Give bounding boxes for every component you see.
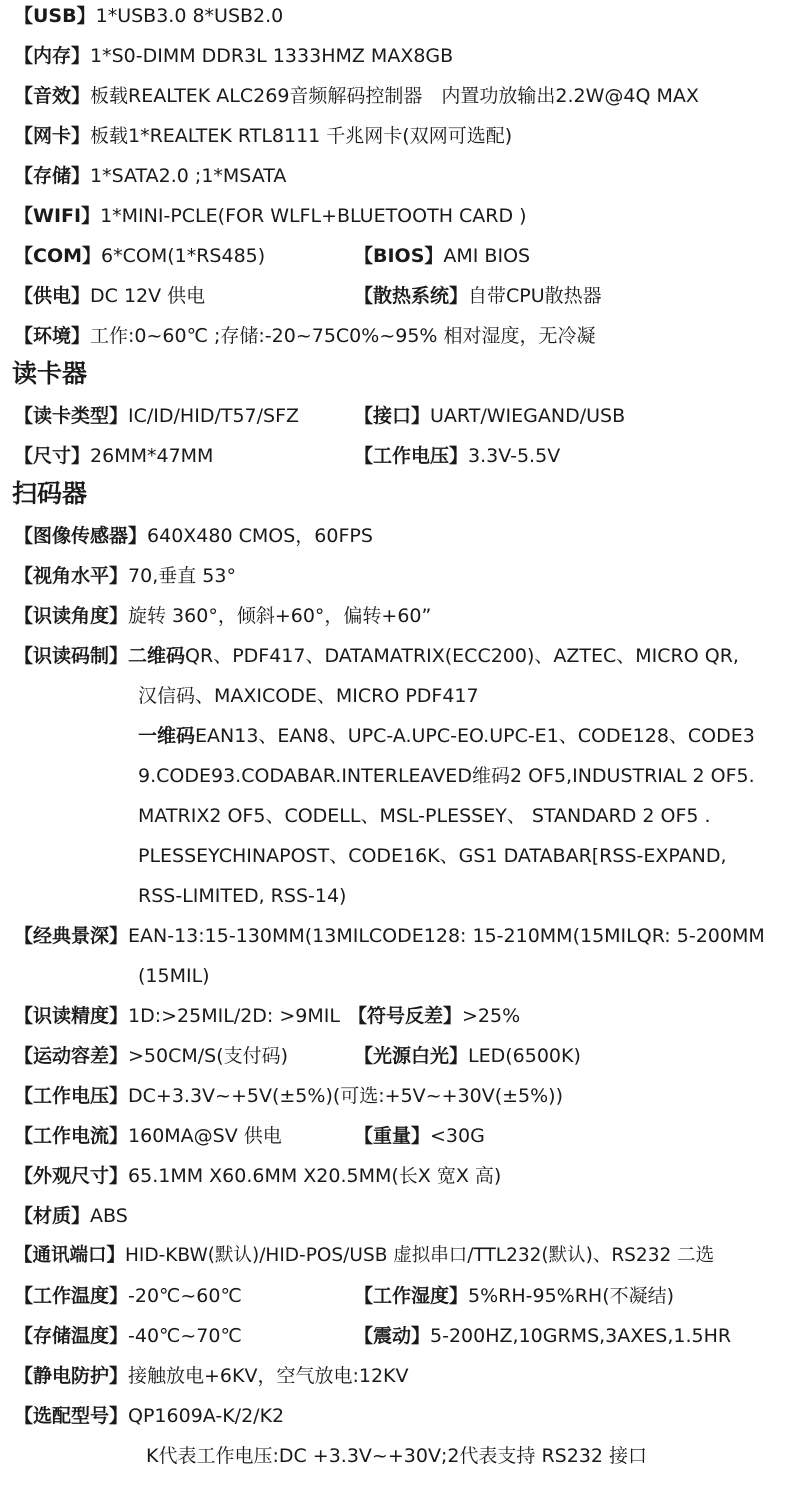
spec-sensor: 【图像传感器】640X480 CMOS，60FPS: [14, 525, 373, 547]
spec-symbologies-line: PLESSEYCHINAPOST、CODE16K、GS1 DATABAR[RSS-EXPAND,: [138, 845, 727, 867]
spec-audio: 【音效】板载REALTEK ALC269音频解码控制器 内置功放输出2.2W@4Q MAX: [14, 85, 699, 107]
spec-com: 【COM】6*COM(1*RS485): [14, 245, 266, 267]
spec-environment: 【环境】工作:0~60℃ ;存储:-20~75C0%~95% 相对湿度，无冷凝: [14, 325, 596, 347]
spec-power: 【供电】DC 12V 供电: [14, 285, 206, 307]
spec-vibration: 【震动】5-200HZ,10GRMS,3AXES,1.5HR: [354, 1325, 732, 1347]
spec-material: 【材质】ABS: [14, 1205, 128, 1227]
spec-angle: 【识读角度】旋转 360°，倾斜+60°，偏转+60”: [14, 605, 432, 627]
spec-symbologies-line: 一维码EAN13、EAN8、UPC-A.UPC-EO.UPC-E1、CODE128、CODE3: [138, 725, 755, 747]
section-heading-reader: 读卡器: [12, 359, 88, 388]
spec-wifi: 【WIFI】1*MINI-PCLE(FOR WLFL+BLUETOOTH CARD ): [14, 205, 527, 227]
spec-symbologies-line: 汉信码、MAXICODE、MICRO PDF417: [138, 685, 479, 707]
spec-depth-of-field: 【经典景深】EAN-13:15-130MM(13MILCODE128: 15-210MM(15MILQR: 5-200MM: [14, 925, 765, 947]
spec-nic: 【网卡】板载1*REALTEK RTL8111 千兆网卡(双网可选配): [14, 125, 513, 147]
spec-current: 【工作电流】160MA@SV 供电: [14, 1125, 282, 1147]
spec-symbologies: 【识读码制】二维码QR、PDF417、DATAMATRIX(ECC200)、AZTEC、MICRO QR,: [14, 645, 739, 667]
spec-precision: 【识读精度】1D:>25MIL/2D: >9MIL: [14, 1005, 340, 1027]
spec-reader-size: 【尺寸】26MM*47MM: [14, 445, 214, 467]
spec-motion: 【运动容差】>50CM/S(支付码): [14, 1045, 289, 1067]
spec-contrast: 【符号反差】>25%: [348, 1005, 521, 1027]
spec-dimensions: 【外观尺寸】65.1MM X60.6MM X20.5MM(长X 宽X 高): [14, 1165, 502, 1187]
spec-port: 【通讯端口】HID-KBW(默认)/HID-POS/USB 虚拟串口/TTL232(默认)、RS232 二选: [14, 1245, 715, 1266]
spec-symbologies-line: 9.CODE93.CODABAR.INTERLEAVED维码2 OF5,INDUSTRIAL 2 OF5.: [138, 765, 755, 787]
spec-symbologies-line: RSS-LIMITED, RSS-14): [138, 885, 347, 907]
spec-model-note: K代表工作电压:DC +3.3V~+30V;2代表支持 RS232 接口: [146, 1445, 648, 1467]
section-heading-scanner: 扫码器: [12, 479, 88, 508]
spec-scanner-voltage: 【工作电压】DC+3.3V~+5V(±5%)(可选:+5V~+30V(±5%)): [14, 1085, 563, 1107]
spec-storage-temperature: 【存储温度】-40℃~70℃: [14, 1325, 242, 1347]
spec-esd: 【静电防护】接触放电+6KV，空气放电:12KV: [14, 1365, 409, 1387]
spec-model: 【选配型号】QP1609A-K/2/K2: [14, 1405, 285, 1427]
spec-depth-of-field-line: (15MIL): [138, 965, 210, 987]
spec-light: 【光源白光】LED(6500K): [354, 1045, 581, 1067]
spec-storage: 【存储】1*SATA2.0 ;1*MSATA: [14, 165, 287, 187]
spec-bios: 【BIOS】AMI BIOS: [354, 245, 531, 267]
spec-reader-interface: 【接口】UART/WIEGAND/USB: [354, 405, 626, 427]
spec-reader-type: 【读卡类型】IC/ID/HID/T57/SFZ: [14, 405, 300, 427]
spec-usb: 【USB】1*USB3.0 8*USB2.0: [14, 5, 284, 27]
spec-humidity: 【工作湿度】5%RH-95%RH(不凝结): [354, 1285, 675, 1307]
spec-memory: 【内存】1*S0-DIMM DDR3L 1333HMZ MAX8GB: [14, 45, 454, 67]
spec-reader-voltage: 【工作电压】3.3V-5.5V: [354, 445, 561, 467]
spec-cooling: 【散热系统】自带CPU散热器: [354, 285, 602, 307]
spec-temperature: 【工作温度】-20℃~60℃: [14, 1285, 242, 1307]
spec-fov: 【视角水平】70,垂直 53°: [14, 565, 236, 587]
spec-symbologies-line: MATRIX2 OF5、CODELL、MSL-PLESSEY、 STANDARD 2 OF5 .: [138, 805, 711, 827]
spec-weight: 【重量】<30G: [354, 1125, 485, 1147]
